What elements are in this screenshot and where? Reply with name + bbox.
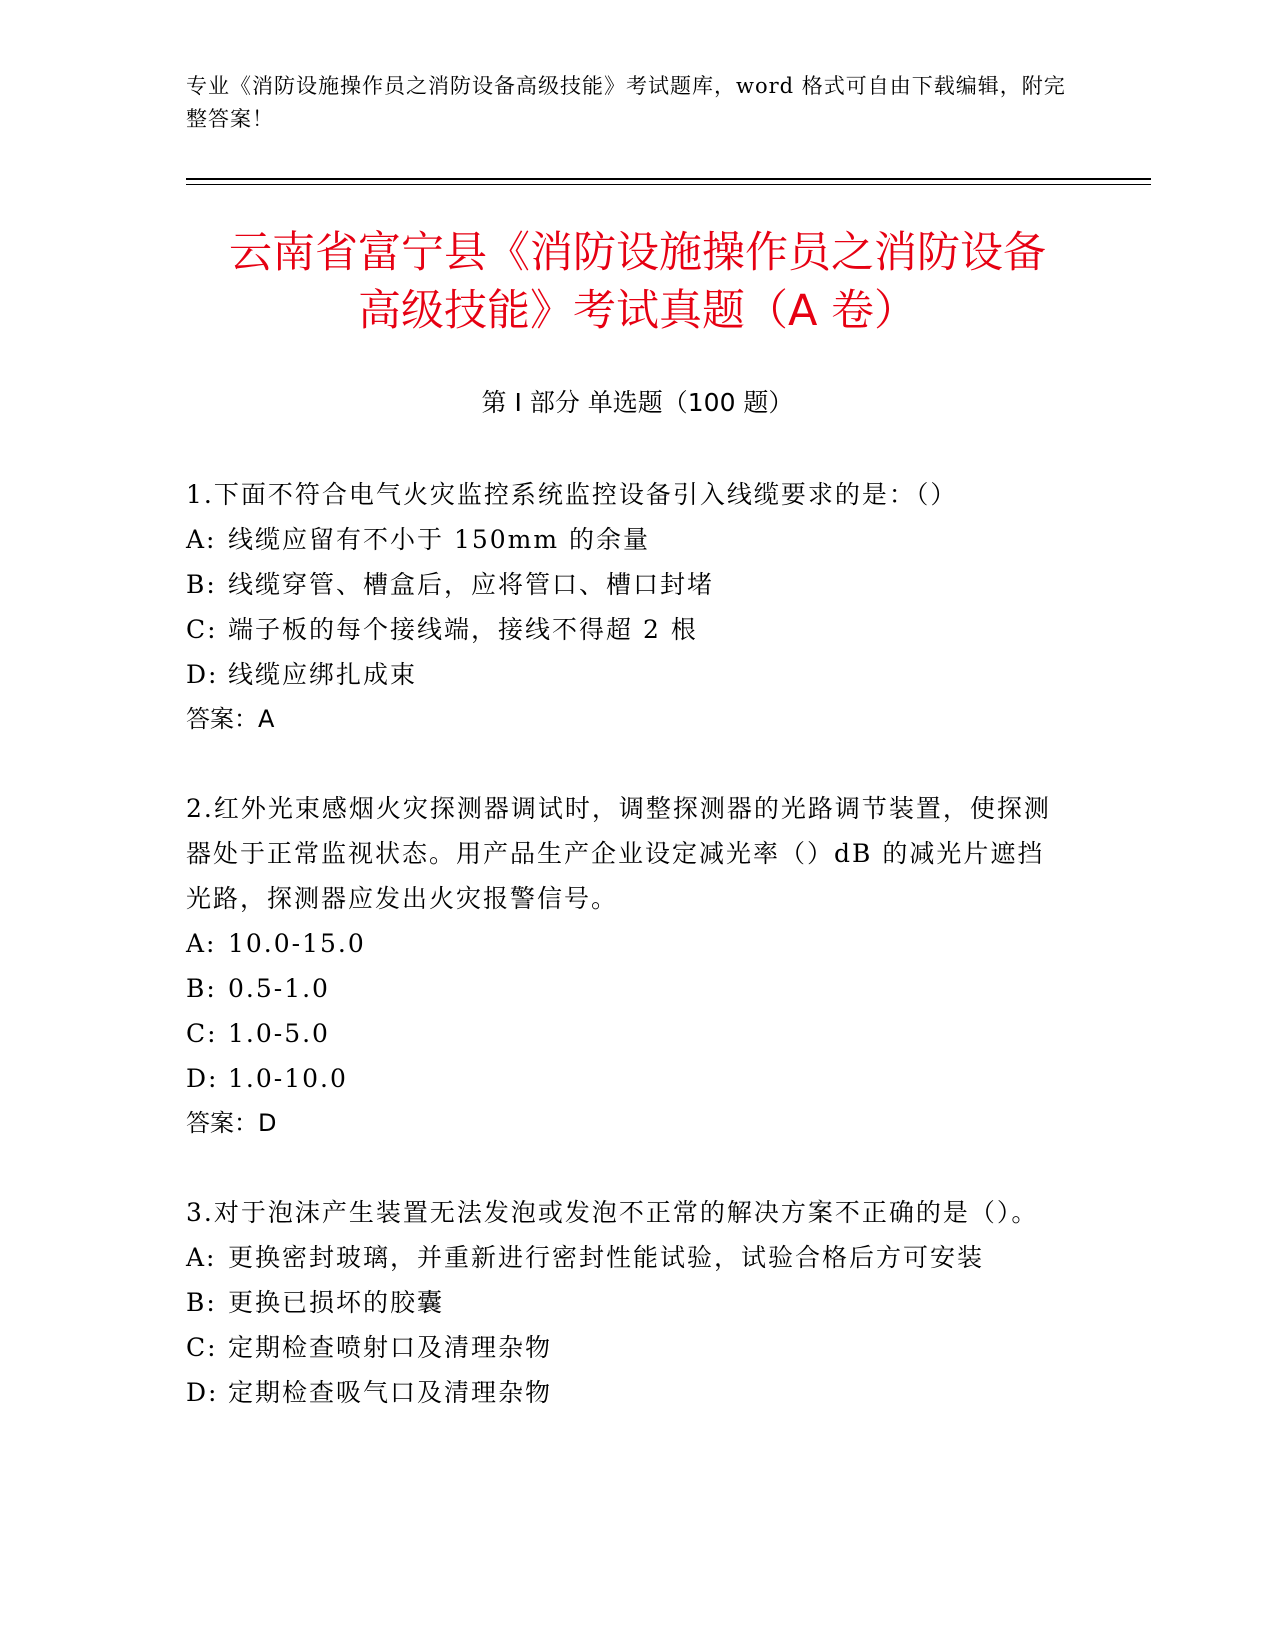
document-title — [186, 224, 1089, 340]
option-text: 10.0-15.0 — [228, 929, 366, 958]
option-a — [186, 517, 1066, 562]
option-key: C: — [186, 1333, 218, 1362]
document-title-line-2: 高级技能》考试真题（A 卷） — [357, 286, 918, 336]
header-note: 专业《消防设施操作员之消防设备高级技能》考试题库，word 格式可自由下载编辑，附完整答案！ — [186, 74, 1066, 131]
option-text: 1.0-10.0 — [228, 1064, 348, 1093]
question-stem: 2.红外光束感烟火灾探测器调试时，调整探测器的光路调节装置，使探测器处于正常监视状态。用产品生产企业设定减光率（）dB 的减光片遮挡光路，探测器应发出火灾报警信号。 — [186, 794, 1051, 913]
option-key: A: — [186, 929, 217, 958]
option-b — [186, 562, 1066, 607]
option-d — [186, 652, 1066, 697]
question-list — [186, 472, 1066, 1459]
question-3 — [186, 1190, 1066, 1415]
option-b — [186, 1280, 1066, 1325]
option-b — [186, 966, 1066, 1011]
option-c — [186, 607, 1066, 652]
option-text: 更换已损坏的胶囊 — [228, 1288, 445, 1317]
question-2 — [186, 786, 1066, 1146]
option-key: A: — [186, 525, 217, 554]
option-d — [186, 1370, 1066, 1415]
option-text: 端子板的每个接线端，接线不得超 2 根 — [228, 615, 698, 644]
document-title-line-1: 云南省富宁县《消防设施操作员之消防设备 — [229, 228, 1046, 278]
option-key: C: — [186, 1019, 218, 1048]
option-text: 定期检查吸气口及清理杂物 — [228, 1378, 553, 1407]
option-text: 线缆穿管、槽盒后，应将管口、槽口封堵 — [228, 570, 715, 599]
option-text: 更换密封玻璃，并重新进行密封性能试验，试验合格后方可安装 — [228, 1243, 985, 1272]
option-text: 1.0-5.0 — [228, 1019, 330, 1048]
header-divider-thin — [186, 184, 1151, 185]
section-title: 第 I 部分 单选题（100 题） — [481, 388, 794, 417]
answer-label: 答案：D — [186, 1109, 277, 1137]
option-text: 定期检查喷射口及清理杂物 — [228, 1333, 553, 1362]
option-a — [186, 921, 1066, 966]
question-stem: 1.下面不符合电气火灾监控系统监控设备引入线缆要求的是：（） — [186, 480, 958, 509]
option-text: 线缆应留有不小于 150mm 的余量 — [228, 525, 651, 554]
option-c — [186, 1325, 1066, 1370]
option-a — [186, 1235, 1066, 1280]
answer-label: 答案：A — [186, 705, 275, 733]
header-divider-thick — [186, 178, 1151, 180]
question-stem: 3.对于泡沫产生装置无法发泡或发泡不正常的解决方案不正确的是（）。 — [186, 1198, 1039, 1227]
option-key: C: — [186, 615, 218, 644]
option-d — [186, 1056, 1066, 1101]
option-text: 0.5-1.0 — [228, 974, 330, 1003]
option-key: B: — [186, 974, 217, 1003]
option-key: D: — [186, 1378, 219, 1407]
option-key: A: — [186, 1243, 217, 1272]
option-key: B: — [186, 1288, 217, 1317]
option-key: B: — [186, 570, 217, 599]
option-c — [186, 1011, 1066, 1056]
option-key: D: — [186, 1064, 219, 1093]
question-1 — [186, 472, 1066, 742]
option-key: D: — [186, 660, 219, 689]
option-text: 线缆应绑扎成束 — [228, 660, 418, 689]
